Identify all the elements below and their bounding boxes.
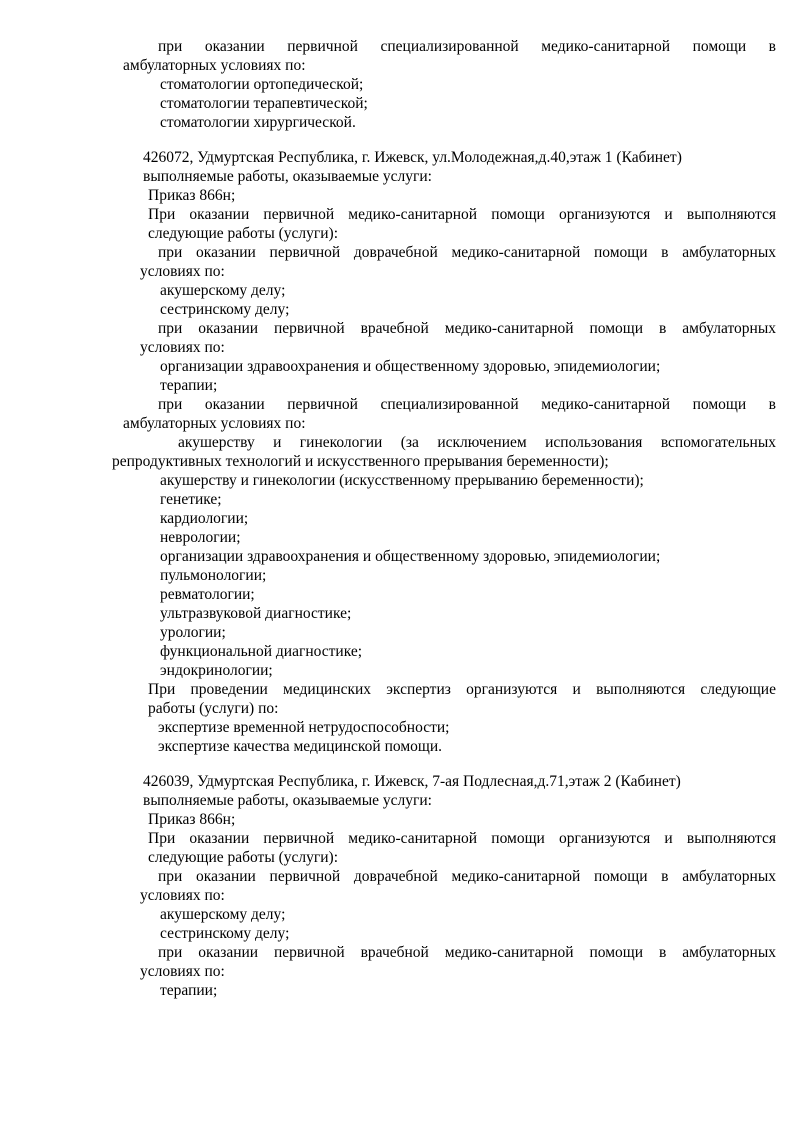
text-line: организации здравоохранения и общественному здоровью, эпидемиологии;	[160, 358, 661, 375]
address-line: 426072, Удмуртская Республика, г. Ижевск, ул.Молодежная,д.40,этаж 1 (Кабинет)	[143, 149, 682, 166]
text-line: эндокринологии;	[160, 662, 273, 679]
text-line: пульмонологии;	[160, 567, 267, 584]
text-line: следующие работы (услуги):	[148, 849, 339, 866]
section-spacer	[112, 132, 776, 148]
text-line: следующие работы (услуги):	[148, 225, 339, 242]
text-line: неврологии;	[160, 529, 241, 546]
section-address-426072	[112, 148, 776, 756]
text-line: При оказании первичной медико-санитарной помощи организуются и выполняются	[148, 206, 776, 223]
section-spacer	[112, 756, 776, 772]
text-line: экспертизе временной нетрудоспособности;	[158, 719, 450, 736]
text-line: акушерству и гинекологии (искусственному прерыванию беременности);	[160, 472, 644, 489]
text-line: стоматологии терапевтической;	[160, 95, 368, 112]
text-line: При проведении медицинских экспертиз организуются и выполняются следующие	[148, 681, 776, 698]
text-line: работы (услуги) по:	[148, 700, 279, 717]
text-line: амбулаторных условиях по:	[123, 57, 306, 74]
text-line: сестринскому делу;	[160, 925, 290, 942]
text-line: выполняемые работы, оказываемые услуги:	[143, 168, 432, 185]
section-continuation	[112, 37, 776, 132]
text-line: сестринскому делу;	[160, 301, 290, 318]
text-line: функциональной диагностике;	[160, 643, 363, 660]
text-line: при оказании первичной специализированной медико-санитарной помощи в	[158, 38, 776, 55]
text-line: при оказании первичной врачебной медико-санитарной помощи в амбулаторных	[158, 944, 776, 961]
text-line: условиях по:	[140, 963, 225, 980]
text-line: репродуктивных технологий и искусственного прерывания беременности);	[112, 453, 609, 470]
section-address-426039	[112, 772, 776, 1000]
text-line: организации здравоохранения и общественному здоровью, эпидемиологии;	[160, 548, 661, 565]
text-line: акушерскому делу;	[160, 906, 286, 923]
text-line: условиях по:	[140, 887, 225, 904]
text-line: Приказ 866н;	[148, 187, 236, 204]
text-line: акушерскому делу;	[160, 282, 286, 299]
text-line: кардиологии;	[160, 510, 249, 527]
text-line: При оказании первичной медико-санитарной помощи организуются и выполняются	[148, 830, 776, 847]
text-line: условиях по:	[140, 339, 225, 356]
text-line: ультразвуковой диагностике;	[160, 605, 352, 622]
text-line: стоматологии ортопедической;	[160, 76, 364, 93]
text-line: терапии;	[160, 982, 218, 999]
text-line: экспертизе качества медицинской помощи.	[158, 738, 442, 755]
text-line: урологии;	[160, 624, 226, 641]
text-line: амбулаторных условиях по:	[123, 415, 306, 432]
address-line: 426039, Удмуртская Республика, г. Ижевск, 7-ая Подлесная,д.71,этаж 2 (Кабинет)	[143, 773, 681, 790]
text-line: стоматологии хирургической.	[160, 114, 356, 131]
text-line: генетике;	[160, 491, 222, 508]
text-line: ревматологии;	[160, 586, 255, 603]
text-line: выполняемые работы, оказываемые услуги:	[143, 792, 432, 809]
text-line: при оказании первичной специализированной медико-санитарной помощи в	[158, 396, 776, 413]
text-line: условиях по:	[140, 263, 225, 280]
text-line: терапии;	[160, 377, 218, 394]
text-line: при оказании первичной врачебной медико-санитарной помощи в амбулаторных	[158, 320, 776, 337]
text-line: при оказании первичной доврачебной медико-санитарной помощи в амбулаторных	[158, 868, 776, 885]
text-line: при оказании первичной доврачебной медико-санитарной помощи в амбулаторных	[158, 244, 776, 261]
text-line: акушерству и гинекологии (за исключением использования вспомогательных	[178, 434, 776, 451]
text-line: Приказ 866н;	[148, 811, 236, 828]
